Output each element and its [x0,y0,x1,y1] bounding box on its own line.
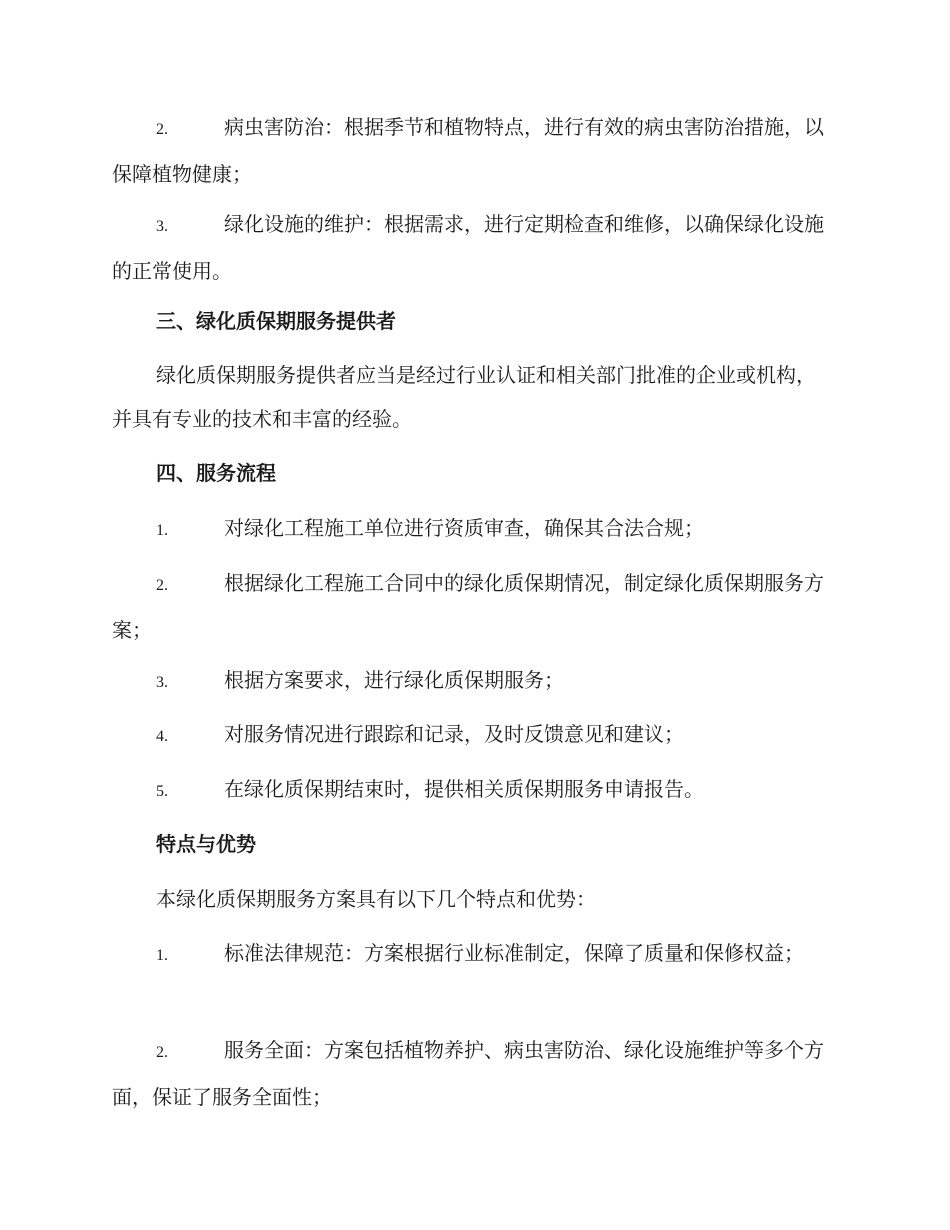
list-number: 3. [156,674,168,691]
list-item [112,712,834,759]
list-text: 根据绿化工程施工合同中的绿化质保期情况，制定绿化质保期服务方案； [112,571,824,642]
list-item [112,767,834,814]
list-number: 3. [156,218,168,235]
list-text: 标准法律规范：方案根据行业标准制定，保障了质量和保修权益； [224,941,804,965]
list-text: 在绿化质保期结束时，提供相关质保期服务申请报告。 [224,777,704,801]
list-text: 根据方案要求，进行绿化质保期服务； [224,668,564,692]
list-item [112,202,834,293]
list-number: 2. [156,121,168,138]
list-item [112,105,834,196]
list-item [112,931,834,978]
section-heading: 特点与优势 [156,832,256,856]
list-number: 5. [156,783,168,800]
list-text: 服务全面：方案包括植物养护、病虫害防治、绿化设施维护等多个方面，保证了服务全面性； [112,1038,824,1109]
section-heading: 三、绿化质保期服务提供者 [156,309,396,333]
list-item [112,506,834,553]
paragraph: 本绿化质保期服务方案具有以下几个特点和优势： [156,887,596,911]
list-number: 1. [156,947,168,964]
list-number: 4. [156,728,168,745]
list-item [112,658,834,705]
paragraph: 绿化质保期服务提供者应当是经过行业认证和相关部门批准的企业或机构，并具有专业的技术和丰富的经验。 [112,363,816,431]
list-text: 对绿化工程施工单位进行资质审查，确保其合法合规； [224,516,704,540]
list-number: 2. [156,1044,168,1061]
section-heading: 四、服务流程 [156,461,276,485]
list-text: 绿化设施的维护：根据需求，进行定期检查和维修，以确保绿化设施的正常使用。 [112,212,824,283]
list-text: 病虫害防治：根据季节和植物特点，进行有效的病虫害防治措施，以保障植物健康； [112,115,824,186]
list-number: 1. [156,522,168,539]
list-item [112,561,834,652]
list-item [112,1028,834,1119]
list-number: 2. [156,577,168,594]
list-text: 对服务情况进行跟踪和记录，及时反馈意见和建议； [224,722,684,746]
